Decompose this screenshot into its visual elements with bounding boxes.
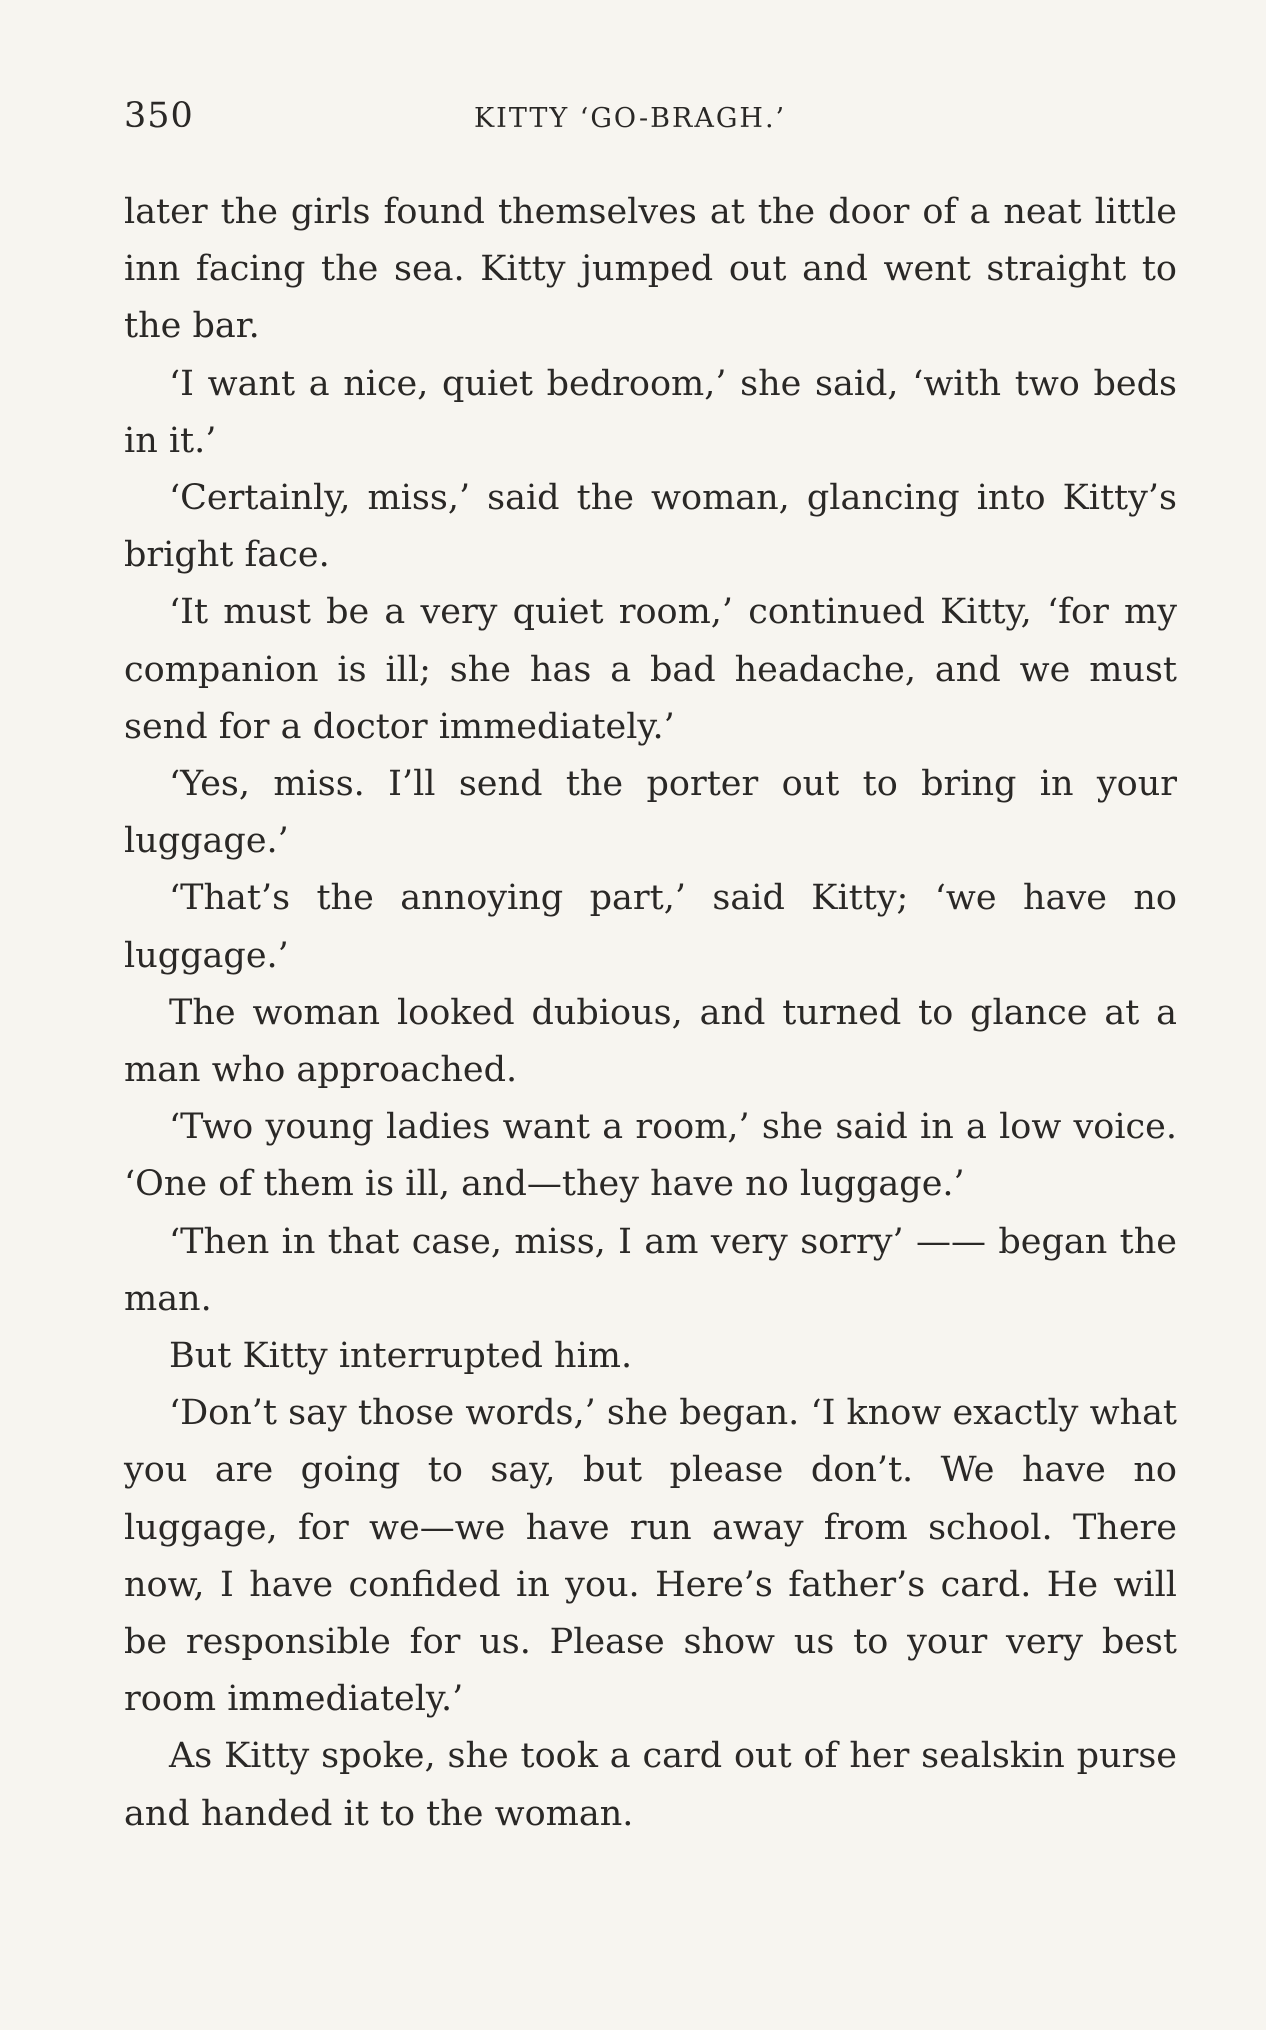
body-text: [124, 184, 1177, 1843]
paragraph: ‘Certainly, miss,’ said the woman, glancing into Kitty’s bright face.: [124, 478, 1177, 576]
paragraph-continuation: later the girls found themselves at the door of a neat little inn facing the sea. Kitty jumped out and went straight to the bar.: [124, 192, 1177, 347]
paragraph: ‘I want a nice, quiet bedroom,’ she said, ‘with two beds in it.’: [124, 363, 1177, 461]
paragraph: As Kitty spoke, she took a card out of her sealskin purse and handed it to the woman.: [124, 1736, 1177, 1834]
paragraph: ‘Don’t say those words,’ she began. ‘I know exactly what you are going to say, but please don’t. We have no luggage, for we—we have run away from school. There now, I have confided in you. Here’s father’s card. He will be responsible for us. Please show us to your very best room immediately.’: [124, 1393, 1177, 1720]
running-head: [124, 96, 1177, 146]
page-number: 350: [124, 96, 194, 136]
paragraph: The woman looked dubious, and turned to glance at a man who approached.: [124, 992, 1177, 1091]
running-title: KITTY ‘GO-BRAGH.’: [474, 103, 787, 134]
paragraph: But Kitty interrupted him.: [169, 1336, 633, 1377]
paragraph: ‘It must be a very quiet room,’ continued Kitty, ‘for my companion is ill; she has a bad headache, and we must send for a doctor immediately.’: [124, 592, 1177, 747]
paragraph: ‘Two young ladies want a room,’ she said in a low voice. ‘One of them is ill, and—they have no luggage.’: [124, 1107, 1177, 1205]
paragraph: ‘Yes, miss. I’ll send the porter out to bring in your luggage.’: [124, 764, 1177, 862]
paragraph: ‘That’s the annoying part,’ said Kitty; ‘we have no luggage.’: [124, 878, 1177, 976]
paragraph: ‘Then in that case, miss, I am very sorry’ —— began the man.: [124, 1221, 1177, 1319]
